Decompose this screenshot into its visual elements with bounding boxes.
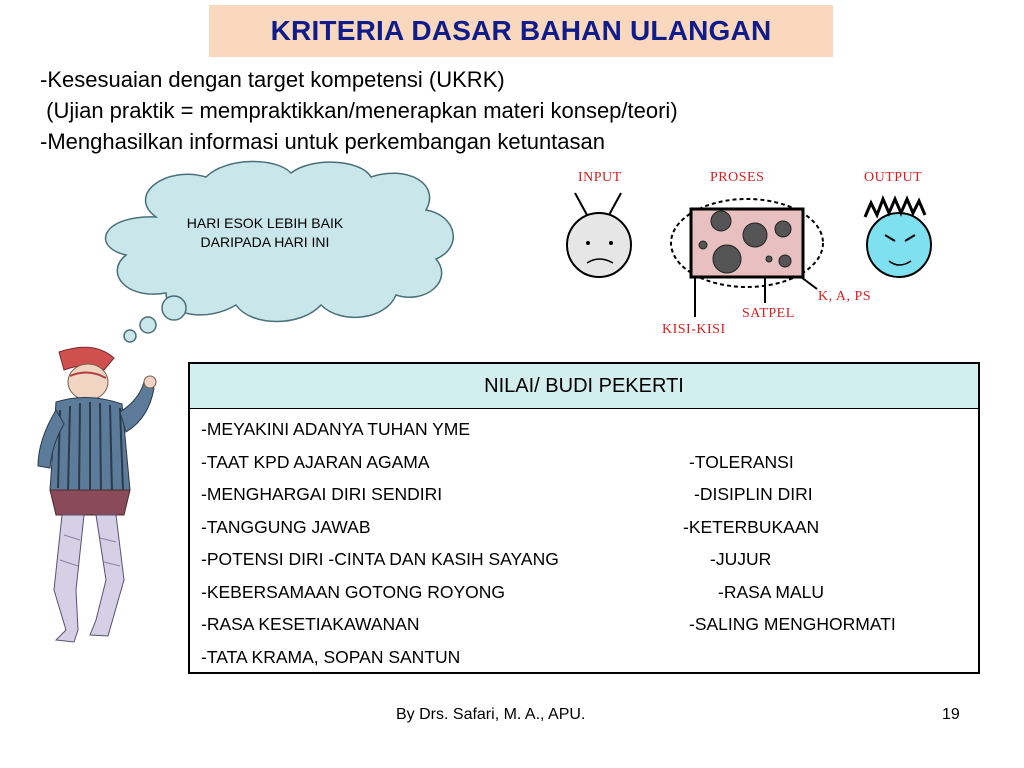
row-left: -RASA KESETIAKAWANAN [201, 614, 420, 634]
label-kaps: K, A, PS [818, 289, 872, 304]
cloud-text [160, 214, 370, 252]
label-input: INPUT [578, 170, 622, 185]
page-number: 19 [942, 706, 960, 723]
title-box [209, 5, 833, 57]
values-table [188, 362, 980, 674]
person-figure-icon [4, 340, 189, 660]
row-right: -KETERBUKAAN [683, 516, 820, 537]
footer-author: By Drs. Safari, M. A., APU. [396, 706, 586, 723]
bullet-list [40, 64, 940, 157]
row-left: -TAAT KPD AJARAN AGAMA [201, 451, 430, 472]
row-left: -TATA KRAMA, SOPAN SANTUN [201, 646, 461, 667]
row-left: -MEYAKINI ADANYA TUHAN YME [201, 419, 471, 439]
bullet-item: -Kesesuaian dengan target kompetensi (UKRK) [40, 67, 505, 92]
table-row [190, 513, 978, 546]
row-left: -TANGGUNG JAWAB [201, 516, 371, 537]
label-output: OUTPUT [864, 170, 923, 185]
cloud-line-1: HARI ESOK LEBIH BAIK [186, 215, 344, 231]
row-left: -KEBERSAMAAN GOTONG ROYONG [201, 581, 506, 602]
happy-face-icon [865, 199, 931, 277]
table-header: NILAI/ BUDI PEKERTI [190, 364, 978, 409]
table-row [190, 610, 978, 643]
table-row [190, 448, 978, 481]
table-row [190, 578, 978, 611]
row-left: -POTENSI DIRI -CINTA DAN KASIH SAYANG [201, 549, 559, 569]
slide-title: KRITERIA DASAR BAHAN ULANGAN [270, 15, 772, 46]
label-proses: PROSES [710, 170, 765, 185]
bullet-item: -Menghasilkan informasi untuk perkembangan ketuntasan [40, 129, 605, 154]
row-left: -MENGHARGAI DIRI SENDIRI [201, 484, 443, 504]
label-satpel: SATPEL [742, 306, 795, 321]
row-right: -DISIPLIN DIRI [694, 484, 813, 504]
row-right: -TOLERANSI [689, 451, 794, 472]
table-row [190, 415, 978, 448]
table-row [190, 480, 978, 513]
table-row [190, 643, 978, 676]
label-kisikisi: KISI-KISI [662, 322, 726, 337]
sad-face-icon [567, 193, 631, 277]
table-row [190, 545, 978, 578]
row-right: -JUJUR [710, 549, 772, 569]
row-right: -RASA MALU [718, 581, 824, 602]
table-body [190, 409, 978, 675]
row-right: -SALING MENGHORMATI [689, 614, 896, 634]
cloud-line-2: DARIPADA HARI INI [200, 234, 330, 250]
bullet-item: (Ujian praktik = mempraktikkan/menerapkan materi konsep/teori) [40, 98, 678, 123]
